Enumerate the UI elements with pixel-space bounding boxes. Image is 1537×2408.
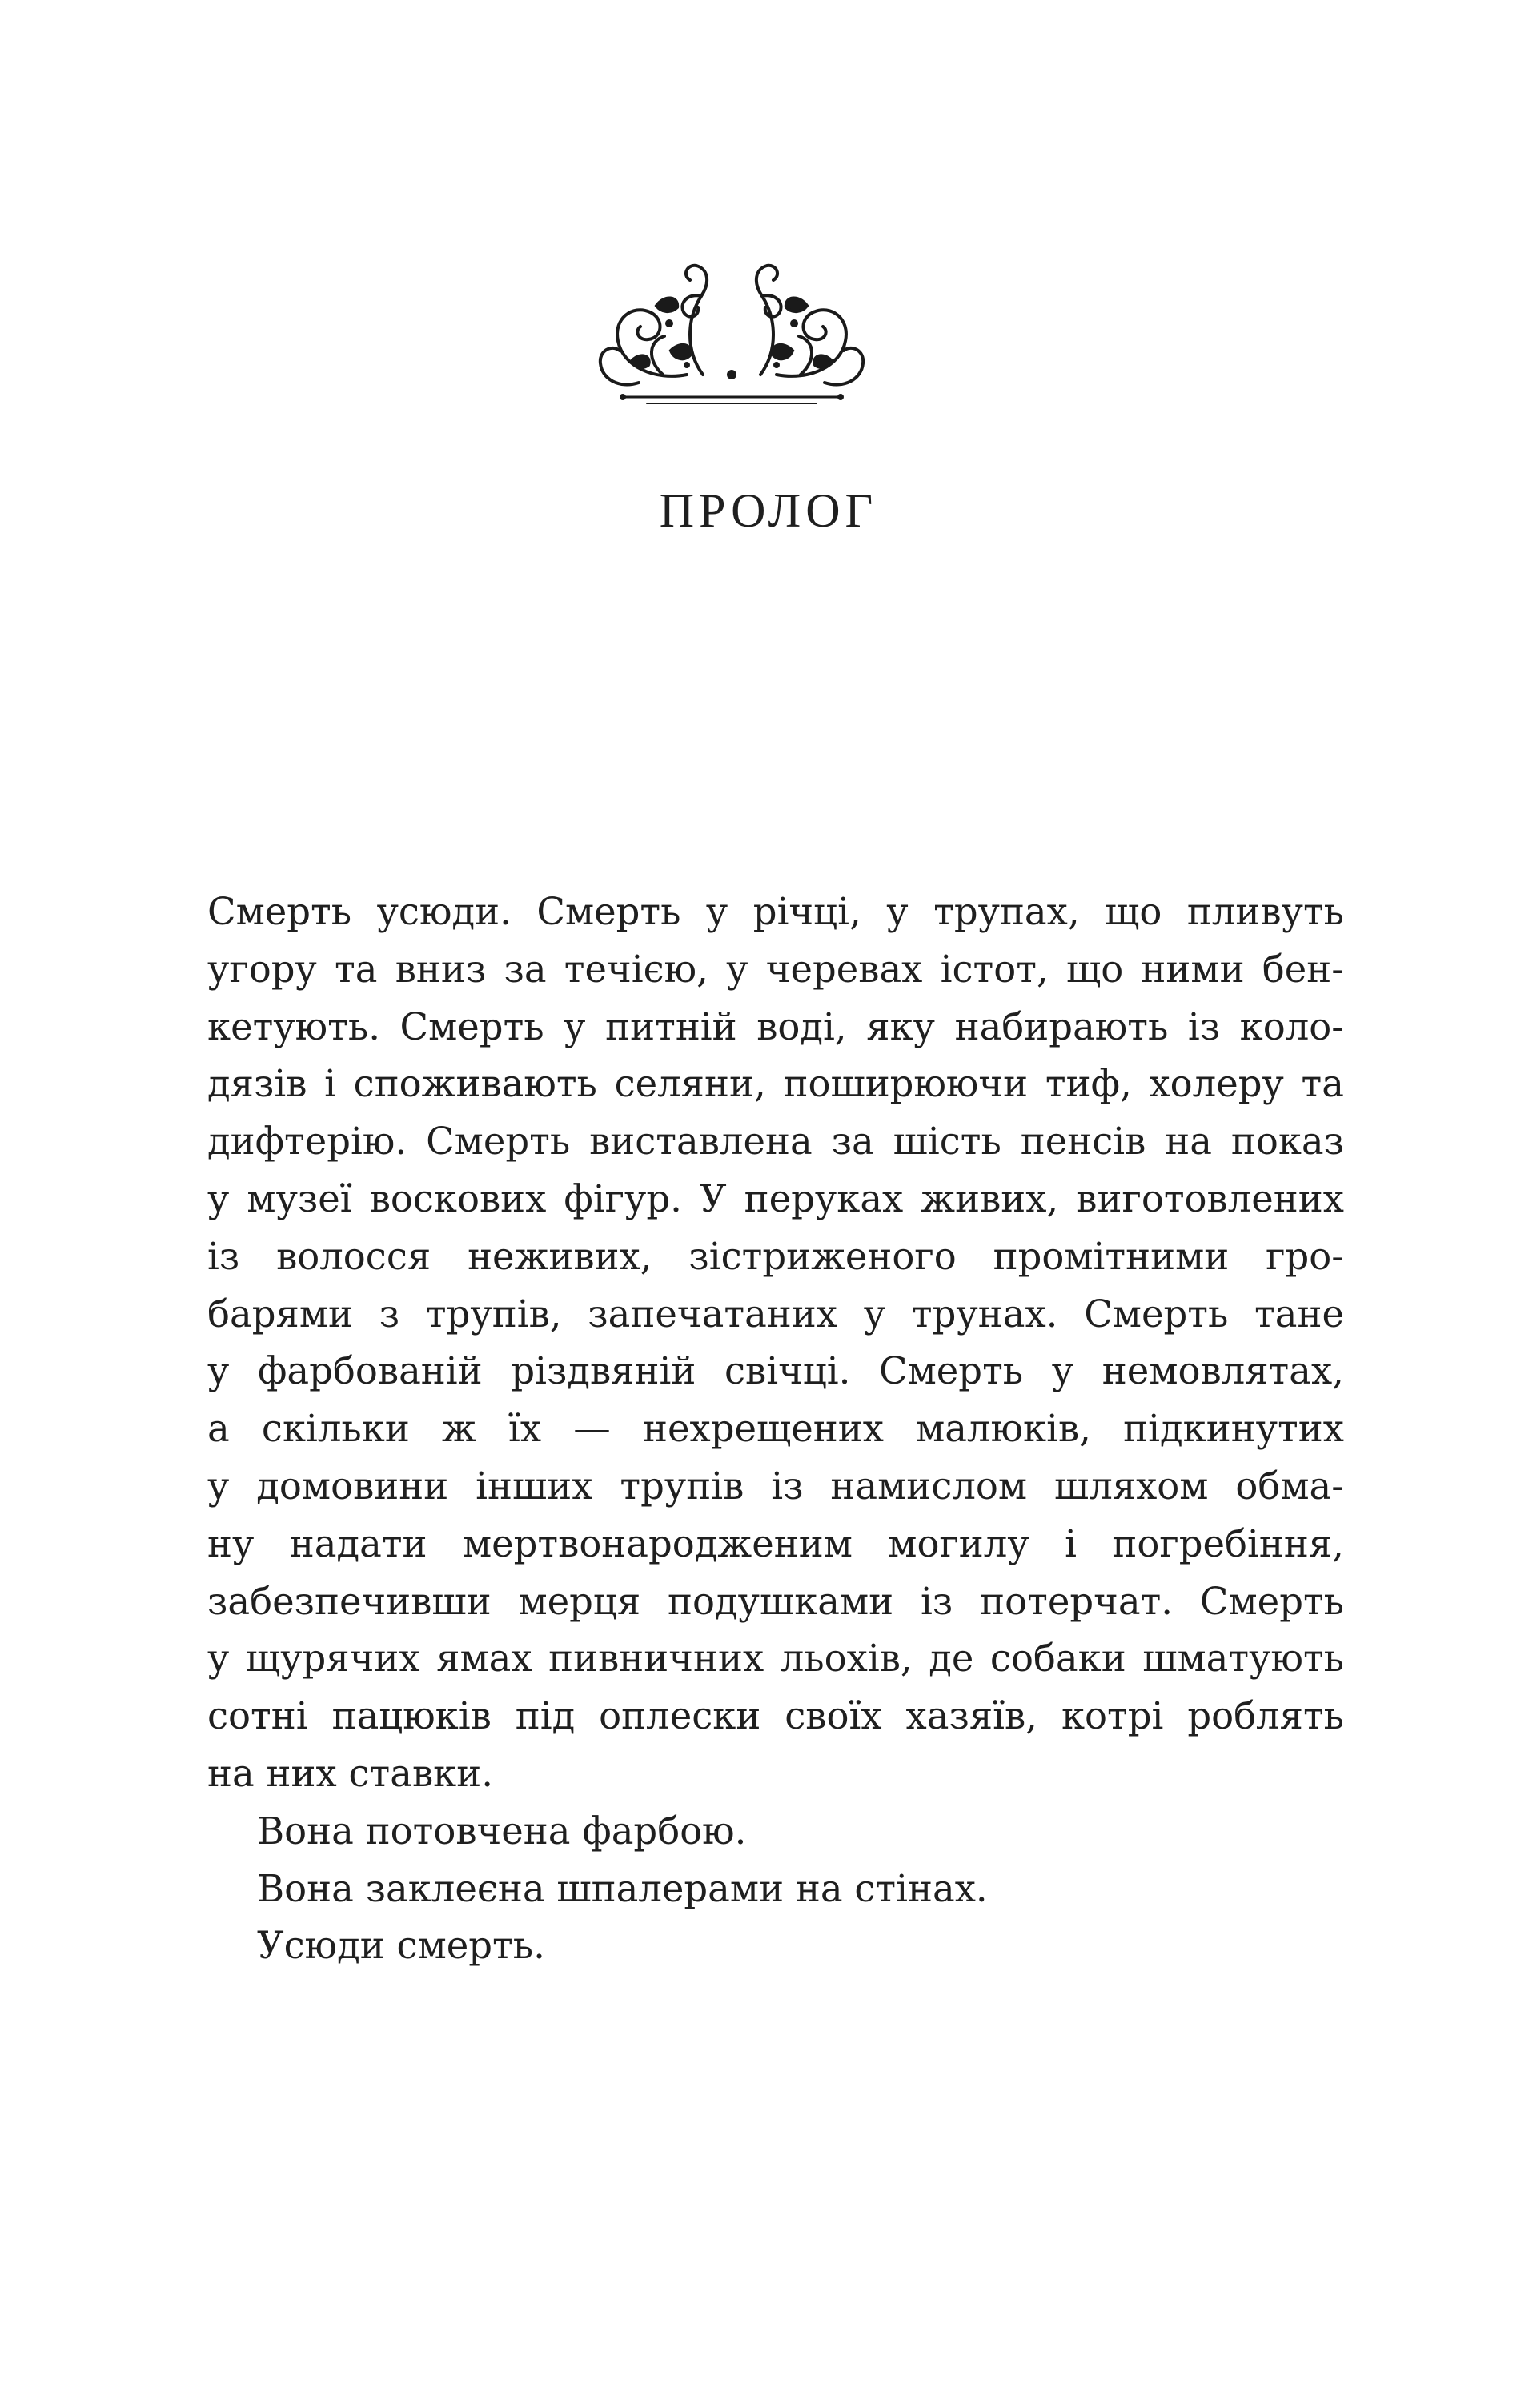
closing-line: Усюди смерть. xyxy=(257,1924,545,1968)
paragraph-line: у музеї воскових фігур. У перуках живих, виготовлених xyxy=(207,1176,1344,1220)
paragraph-line: у щурячих ямах пивничних льохів, де собаки шматують xyxy=(207,1637,1344,1681)
paragraph-line: забезпечивши мерця подушками із потерчат. Смерть xyxy=(207,1579,1344,1623)
paragraph-line: угору та вниз за течією, у черевах істот, що ними бен- xyxy=(207,947,1344,991)
paragraph-line: ну надати мертвонародженим могилу і погребіння, xyxy=(207,1521,1344,1565)
paragraph-line: дязів і споживають селяни, поширюючи тиф, холеру та xyxy=(207,1062,1344,1106)
paragraph-line: кетують. Смерть у питній воді, яку набирають із коло- xyxy=(207,1004,1344,1048)
paragraph-line: із волосся неживих, зістриженого промітними гро- xyxy=(207,1234,1344,1278)
paragraph-line: барями з трупів, запечатаних у трунах. Смерть тане xyxy=(207,1292,1344,1336)
closing-line: Вона заклеєна шпалерами на стінах. xyxy=(257,1866,988,1910)
closing-line: Вона потовчена фарбою. xyxy=(257,1809,747,1853)
paragraph-line: Смерть усюди. Смерть у річці, у трупах, що пливуть xyxy=(207,890,1344,933)
paragraph-line: а скільки ж їх — нехрещених малюків, підкинутих xyxy=(207,1407,1344,1451)
paragraph-line: дифтерію. Смерть виставлена за шість пенсів на показ xyxy=(207,1120,1344,1164)
paragraph-line: у фарбованій різдвяній свічці. Смерть у немовлятах, xyxy=(207,1349,1344,1393)
body-text xyxy=(207,883,1344,1975)
chapter-title: ПРОЛОГ xyxy=(659,484,878,537)
paragraph-line: сотні пацюків під оплески своїх хазяїв, котрі роблять xyxy=(207,1694,1344,1738)
paragraph-line: у домовини інших трупів із намислом шляхом обма- xyxy=(207,1464,1344,1508)
floral-vignette-icon xyxy=(591,254,873,411)
paragraph-line: на них ставки. xyxy=(207,1751,493,1795)
